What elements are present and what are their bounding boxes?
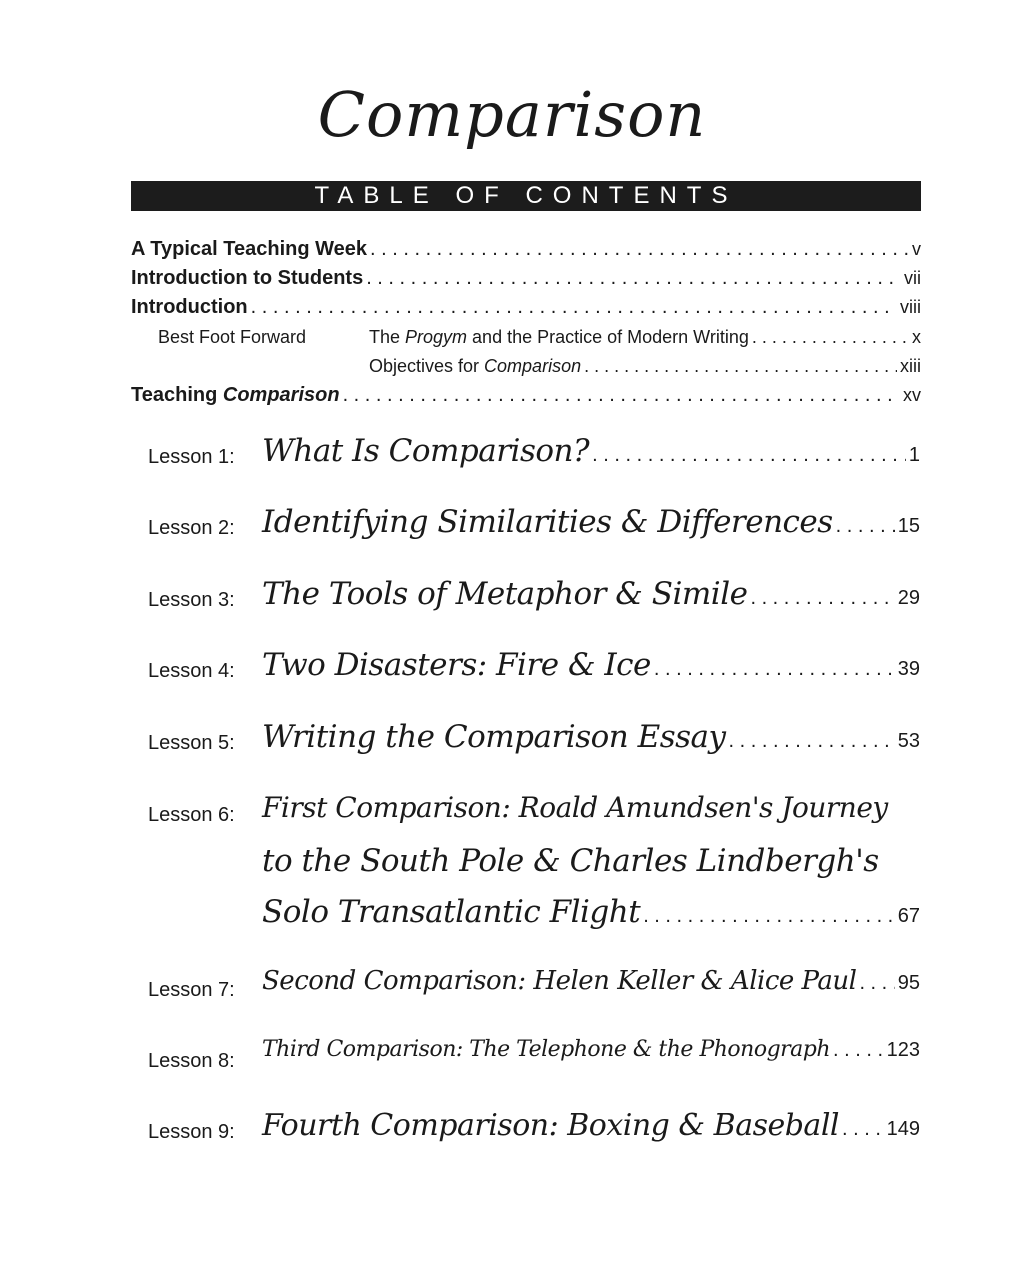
- lesson-number: Lesson 7:: [148, 979, 235, 1001]
- lesson-number: Lesson 2:: [148, 517, 235, 539]
- lesson-page: 149: [886, 1118, 920, 1140]
- lesson-title: Fourth Comparison: Boxing & Baseball: [262, 1108, 840, 1143]
- dot-leader: [343, 384, 900, 407]
- lesson-page: 15: [897, 515, 920, 537]
- lesson-title: Two Disasters: Fire & Ice: [262, 647, 651, 683]
- lesson-page: 39: [897, 658, 920, 680]
- lesson-number: Lesson 8:: [148, 1050, 235, 1072]
- lesson-number: Lesson 6:: [148, 804, 235, 826]
- lesson-page: 123: [886, 1039, 920, 1061]
- toc-entry-label: A Typical Teaching Week: [131, 238, 367, 260]
- dot-leader: [859, 972, 894, 995]
- dot-leader: [592, 444, 906, 467]
- dot-leader: [842, 1118, 884, 1141]
- lesson-title: Writing the Comparison Essay: [262, 719, 726, 755]
- label-text: The: [369, 327, 406, 347]
- toc-entry: [131, 267, 921, 290]
- lesson-entry: [262, 647, 920, 683]
- toc-entry-page: xv: [903, 385, 921, 405]
- dot-leader: [836, 515, 895, 538]
- dot-leader: [251, 296, 897, 319]
- toc-sub-entry: [369, 327, 921, 348]
- lesson-page: 53: [897, 730, 920, 752]
- dot-leader: [752, 327, 909, 348]
- toc-entry-page: viii: [900, 297, 921, 317]
- toc-entry: [131, 384, 921, 407]
- lesson-number: Lesson 4:: [148, 660, 235, 682]
- lesson-entry: [262, 433, 920, 469]
- label-emphasis: Comparison: [222, 384, 340, 406]
- label-text: Teaching: [131, 384, 223, 406]
- toc-entry-page: x: [912, 327, 921, 347]
- dot-leader: [750, 587, 894, 610]
- dot-leader: [366, 267, 901, 290]
- toc-entry: [131, 296, 921, 319]
- label-text: and the Practice of Modern Writing: [467, 327, 749, 347]
- lesson-entry: [262, 504, 920, 540]
- lesson-title: Second Comparison: Helen Keller & Alice Paul: [262, 966, 857, 996]
- page-title: Comparison: [317, 78, 707, 151]
- lesson-title: Third Comparison: The Telephone & the Phonograph: [262, 1037, 831, 1062]
- dot-leader: [370, 238, 909, 261]
- dot-leader: [643, 905, 895, 928]
- dot-leader: [654, 658, 895, 681]
- dot-leader: [833, 1039, 884, 1062]
- lesson-number: Lesson 9:: [148, 1121, 235, 1143]
- lesson-title: What Is Comparison?: [262, 433, 590, 469]
- toc-entry-page: xiii: [900, 356, 921, 376]
- lesson-number: Lesson 3:: [148, 589, 235, 611]
- lesson-entry: [262, 966, 920, 996]
- lesson-entry: [262, 1108, 920, 1143]
- toc-sub-entry-label: [369, 327, 749, 348]
- lesson-title-line: First Comparison: Roald Amundsen's Journey: [262, 791, 888, 824]
- lesson-title: The Tools of Metaphor & Simile: [262, 576, 748, 612]
- dot-leader: [584, 356, 897, 377]
- lesson-entry: [262, 719, 920, 755]
- lesson-page: 67: [897, 905, 920, 927]
- toc-entry-label: [131, 384, 340, 407]
- sub-entry-best-foot-forward: Best Foot Forward: [158, 327, 307, 347]
- lesson-page: 29: [897, 587, 920, 609]
- toc-sub-entry: [369, 356, 921, 377]
- toc-entry-page: v: [912, 239, 921, 259]
- label-emphasis: Comparison: [484, 356, 582, 376]
- lesson-entry: [262, 894, 920, 930]
- toc-entry: [131, 238, 921, 261]
- toc-entry-page: vii: [904, 268, 921, 288]
- lesson-page: 1: [908, 444, 920, 466]
- lesson-entry: [262, 576, 920, 612]
- dot-leader: [729, 730, 895, 753]
- lesson-entry: [262, 1037, 920, 1062]
- toc-banner: TABLE OF CONTENTS: [131, 181, 921, 211]
- lesson-number: Lesson 5:: [148, 732, 235, 754]
- toc-sub-entry-label: [369, 356, 581, 377]
- label-emphasis: Progym: [405, 327, 468, 347]
- lesson-title-line: Solo Transatlantic Flight: [262, 894, 641, 930]
- lesson-page: 95: [897, 972, 920, 994]
- toc-entry-label: Introduction: [131, 296, 248, 318]
- lesson-title: Identifying Similarities & Differences: [262, 504, 833, 540]
- lesson-number: Lesson 1:: [148, 446, 235, 468]
- label-text: Objectives for: [369, 356, 485, 376]
- toc-entry-label: Introduction to Students: [131, 267, 364, 289]
- lesson-title-line: to the South Pole & Charles Lindbergh's: [262, 843, 879, 879]
